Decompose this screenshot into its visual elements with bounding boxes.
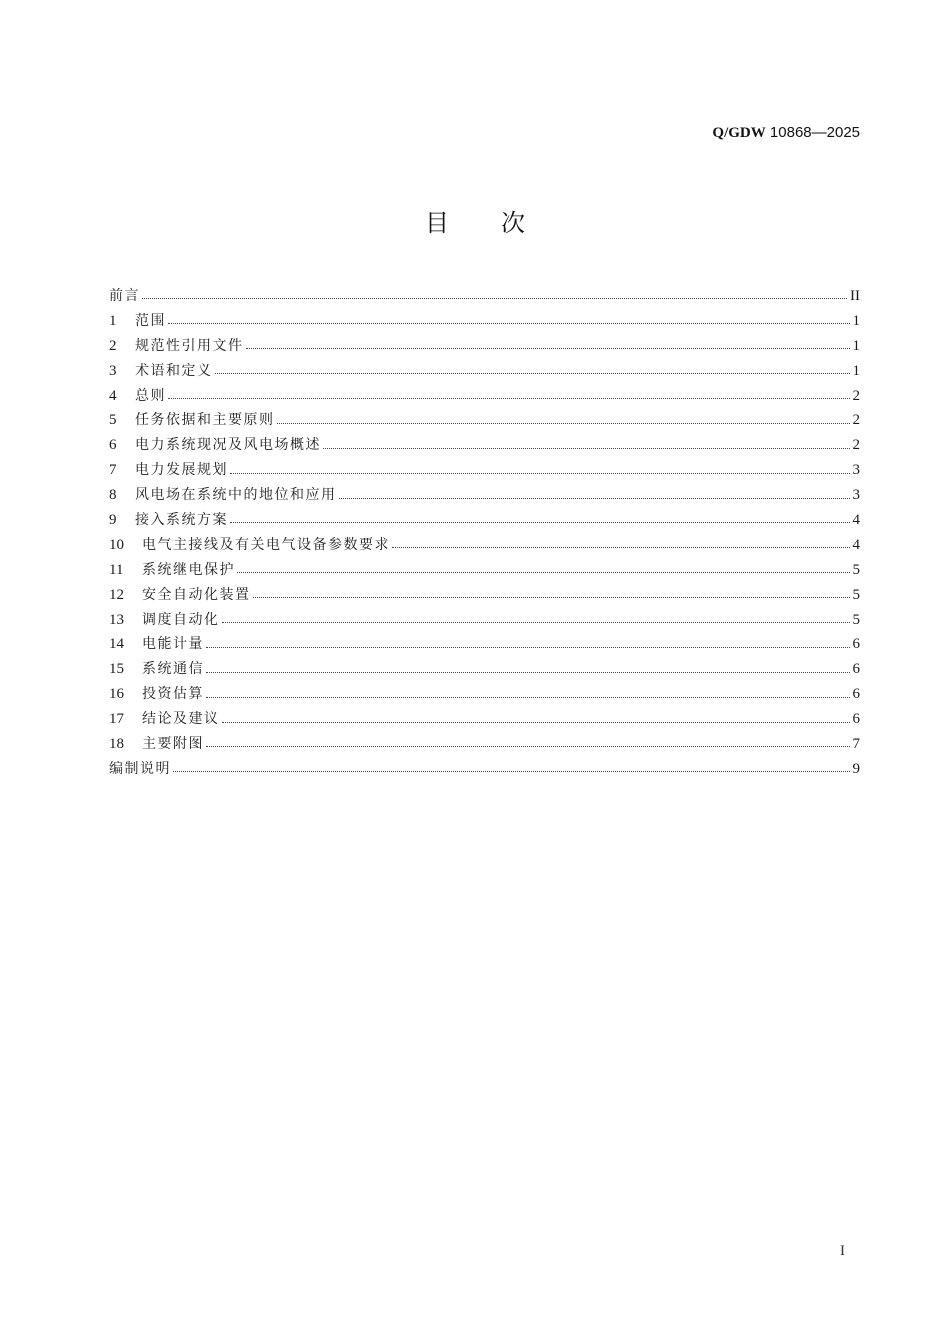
toc-entry-page: 3 [852, 487, 860, 504]
toc-entry-number: 16 [109, 686, 124, 703]
dot-leader [253, 588, 850, 598]
dot-leader [339, 489, 850, 499]
toc-entry-8[interactable] [109, 483, 860, 508]
dot-leader [142, 289, 847, 299]
document-code-number: 10868—2025 [765, 124, 860, 141]
toc-entry-5[interactable] [109, 408, 860, 433]
toc-entry-number: 5 [109, 412, 117, 429]
toc-entry-page: 7 [852, 736, 860, 753]
toc-entry-17[interactable] [109, 707, 860, 732]
toc-entry-number: 2 [109, 337, 117, 354]
toc-entry-number: 10 [109, 536, 124, 553]
dot-leader [392, 538, 850, 548]
toc-entry-label: 结论及建议 [142, 711, 220, 728]
toc-entry-label: 编制说明 [109, 760, 171, 777]
toc-entry-page: 5 [852, 611, 860, 628]
toc-entry-12[interactable] [109, 583, 860, 608]
toc-entry-7[interactable] [109, 458, 860, 483]
toc-entry-page: 3 [852, 462, 860, 479]
toc-entry-page: 6 [852, 636, 860, 653]
toc-entry-label: 风电场在系统中的地位和应用 [135, 487, 337, 504]
toc-entry-label: 主要附图 [142, 736, 204, 753]
toc-entry-number: 12 [109, 586, 124, 603]
toc-entry-compilation-notes[interactable] [109, 757, 860, 782]
toc-entry-16[interactable] [109, 682, 860, 707]
toc-entry-label: 接入系统方案 [135, 512, 228, 529]
dot-leader [206, 688, 850, 698]
toc-entry-number: 15 [109, 661, 124, 678]
toc-entry-2[interactable] [109, 334, 860, 359]
toc-entry-number: 8 [109, 487, 117, 504]
toc-entry-label: 系统继电保护 [142, 561, 235, 578]
toc-entry-label: 电能计量 [142, 636, 204, 653]
toc-entry-number: 3 [109, 362, 117, 379]
toc-entry-page: 2 [852, 387, 860, 404]
page-number: I [840, 1243, 845, 1259]
toc-entry-label: 系统通信 [142, 661, 204, 678]
toc-entry-14[interactable] [109, 632, 860, 657]
toc-entry-label: 调度自动化 [142, 611, 220, 628]
toc-entry-number: 1 [109, 312, 117, 329]
toc-entry-number: 9 [109, 512, 117, 529]
toc-title-char-2: 次 [501, 209, 525, 237]
toc-entry-number: 11 [109, 561, 124, 578]
toc-entry-label: 任务依据和主要原则 [135, 412, 275, 429]
toc-entry-page: 1 [852, 337, 860, 354]
dot-leader [206, 737, 850, 747]
toc-entry-label: 总则 [135, 387, 166, 404]
dot-leader [277, 414, 850, 424]
dot-leader [168, 314, 850, 324]
dot-leader [206, 663, 850, 673]
toc-entry-label: 前言 [109, 288, 140, 304]
toc-entry-6[interactable] [109, 433, 860, 458]
dot-leader [215, 364, 850, 374]
toc-entry-label: 电气主接线及有关电气设备参数要求 [142, 536, 390, 553]
toc-entry-page: 5 [852, 561, 860, 578]
toc-entry-4[interactable] [109, 384, 860, 409]
document-code [712, 124, 860, 142]
toc-entry-label: 术语和定义 [135, 362, 213, 379]
toc-entry-page: 6 [852, 686, 860, 703]
toc-entry-page: 4 [852, 536, 860, 553]
toc-entry-10[interactable] [109, 533, 860, 558]
toc-entry-number: 14 [109, 636, 124, 653]
dot-leader [246, 339, 850, 349]
toc-entry-page: II [850, 288, 860, 304]
toc-entry-label: 安全自动化装置 [142, 586, 251, 603]
document-code-prefix: Q/GDW [712, 125, 766, 141]
toc-entry-label: 规范性引用文件 [135, 337, 244, 354]
toc-entry-label: 范围 [135, 312, 166, 329]
toc-entry-9[interactable] [109, 508, 860, 533]
toc-entry-page: 9 [852, 760, 860, 777]
dot-leader [206, 638, 850, 648]
toc-entry-number: 7 [109, 462, 117, 479]
dot-leader [230, 464, 850, 474]
toc-entry-number: 4 [109, 387, 117, 404]
toc-entry-page: 1 [852, 312, 860, 329]
toc-entry-page: 6 [852, 661, 860, 678]
dot-leader [323, 439, 850, 449]
toc-entry-foreword[interactable] [109, 284, 860, 309]
toc-entry-page: 2 [852, 412, 860, 429]
toc-entry-label: 电力发展规划 [135, 462, 228, 479]
toc-entry-label: 投资估算 [142, 686, 204, 703]
toc-entry-13[interactable] [109, 608, 860, 633]
toc-entry-label: 电力系统现况及风电场概述 [135, 437, 321, 454]
toc-entry-page: 5 [852, 586, 860, 603]
toc-entry-3[interactable] [109, 359, 860, 384]
toc-title-char-1: 目 [425, 209, 449, 237]
toc-entry-15[interactable] [109, 657, 860, 682]
toc-title [0, 203, 950, 238]
toc-entry-18[interactable] [109, 732, 860, 757]
toc-entry-number: 13 [109, 611, 124, 628]
toc-entry-page: 6 [852, 711, 860, 728]
toc-entry-1[interactable] [109, 309, 860, 334]
toc-entry-page: 2 [852, 437, 860, 454]
dot-leader [173, 762, 850, 772]
dot-leader [222, 713, 850, 723]
toc-entry-page: 1 [852, 362, 860, 379]
dot-leader [230, 513, 850, 523]
toc-entry-number: 6 [109, 437, 117, 454]
toc-entry-number: 17 [109, 711, 124, 728]
table-of-contents [109, 284, 860, 782]
dot-leader [168, 389, 850, 399]
dot-leader [237, 563, 850, 573]
toc-entry-page: 4 [852, 512, 860, 529]
dot-leader [222, 613, 850, 623]
toc-entry-number: 18 [109, 736, 124, 753]
toc-entry-11[interactable] [109, 558, 860, 583]
